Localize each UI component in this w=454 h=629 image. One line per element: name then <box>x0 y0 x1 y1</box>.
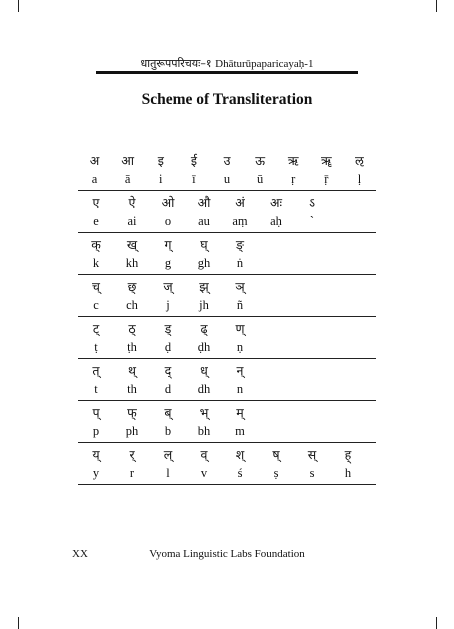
letter-group <box>78 149 376 191</box>
devanagari-letter: ब् <box>164 405 172 420</box>
roman-letter: ḍ <box>164 340 172 354</box>
devanagari-letter: औ <box>197 195 211 210</box>
roman-letter: au <box>198 214 210 228</box>
devanagari-letter: अं <box>235 195 245 210</box>
devanagari-letter: थ् <box>128 363 136 378</box>
roman-row <box>78 254 376 272</box>
roman-letter: gh <box>197 256 211 270</box>
roman-letter: ṭh <box>127 340 137 354</box>
devanagari-letter: ण् <box>235 321 245 336</box>
roman-row <box>78 422 376 440</box>
devanagari-letter: र् <box>129 447 135 462</box>
roman-letter: i <box>159 172 163 186</box>
crop-mark <box>18 0 19 12</box>
roman-row <box>78 170 376 188</box>
roman-letter: ī <box>192 172 196 186</box>
roman-letter: kh <box>125 256 139 270</box>
roman-letter: ḍh <box>197 340 211 354</box>
devanagari-letter: न् <box>236 363 244 378</box>
roman-letter: a <box>91 172 98 186</box>
roman-letter: b <box>164 424 172 438</box>
devanagari-letter: ऌ <box>355 153 364 168</box>
letter-group <box>78 233 376 275</box>
letter-group <box>78 275 376 317</box>
roman-row <box>78 464 376 482</box>
roman-row <box>78 380 376 398</box>
devanagari-letter: आ <box>121 153 135 168</box>
roman-row <box>78 338 376 356</box>
roman-row <box>78 212 376 230</box>
roman-letter: ` <box>309 214 315 228</box>
devanagari-letter: ड् <box>164 321 172 336</box>
devanagari-letter: श् <box>235 447 245 462</box>
devanagari-letter: भ् <box>199 405 209 420</box>
devanagari-letter: द् <box>164 363 172 378</box>
roman-letter: g <box>164 256 172 270</box>
roman-letter: jh <box>199 298 209 312</box>
letter-group <box>78 401 376 443</box>
devanagari-letter: स् <box>307 447 317 462</box>
devanagari-letter: उ <box>223 153 231 168</box>
devanagari-row <box>78 320 376 338</box>
page-title: Scheme of Transliteration <box>141 91 313 108</box>
roman-letter: ñ <box>236 298 244 312</box>
roman-letter: l <box>166 466 170 480</box>
crop-mark <box>436 617 437 629</box>
letter-group <box>78 191 376 233</box>
roman-letter: th <box>127 382 137 396</box>
header-rule <box>96 71 358 74</box>
roman-letter: m <box>235 424 245 438</box>
roman-letter: s <box>309 466 315 480</box>
roman-letter: v <box>200 466 208 480</box>
crop-mark <box>436 0 437 12</box>
roman-letter: ṭ <box>94 340 98 354</box>
devanagari-letter: च् <box>92 279 100 294</box>
devanagari-letter: ह् <box>344 447 352 462</box>
devanagari-letter: फ् <box>127 405 137 420</box>
roman-letter: ṣ <box>273 466 279 480</box>
roman-letter: ṅ <box>236 256 244 270</box>
transliteration-table <box>78 149 376 485</box>
devanagari-letter: ञ् <box>235 279 245 294</box>
devanagari-letter: ॠ <box>320 153 332 168</box>
roman-letter: ch <box>126 298 138 312</box>
devanagari-letter: इ <box>157 153 164 168</box>
devanagari-letter: अः <box>269 195 283 210</box>
roman-letter: ā <box>124 172 131 186</box>
devanagari-letter: ओ <box>161 195 175 210</box>
devanagari-row <box>78 152 376 170</box>
devanagari-letter: छ् <box>127 279 137 294</box>
page-number: XX <box>72 548 88 560</box>
roman-letter: u <box>223 172 231 186</box>
publisher-name: Vyoma Linguistic Labs Foundation <box>149 548 305 560</box>
roman-letter: h <box>344 466 352 480</box>
devanagari-letter: ऊ <box>255 153 266 168</box>
roman-row <box>78 296 376 314</box>
roman-letter: o <box>164 214 172 228</box>
roman-letter: ḷ <box>357 172 362 186</box>
devanagari-row <box>78 446 376 464</box>
devanagari-letter: ऐ <box>128 195 136 210</box>
roman-letter: j <box>166 298 170 312</box>
devanagari-letter: ढ् <box>200 321 208 336</box>
roman-letter: ṇ <box>236 340 244 354</box>
devanagari-letter: ट् <box>92 321 100 336</box>
roman-letter: c <box>93 298 99 312</box>
roman-letter: p <box>92 424 100 438</box>
devanagari-letter: प् <box>92 405 100 420</box>
devanagari-row <box>78 194 376 212</box>
devanagari-letter: अ <box>89 153 100 168</box>
devanagari-letter: क् <box>91 237 101 252</box>
devanagari-letter: ल् <box>163 447 173 462</box>
roman-letter: t <box>94 382 98 396</box>
devanagari-letter: म् <box>236 405 244 420</box>
crop-mark <box>18 617 19 629</box>
roman-letter: ṛ <box>291 172 296 186</box>
devanagari-letter: व् <box>200 447 208 462</box>
running-head-latin: Dhāturūpaparicayaḥ-1 <box>215 58 314 70</box>
devanagari-letter: ख् <box>126 237 138 252</box>
roman-letter: bh <box>197 424 211 438</box>
devanagari-row <box>78 404 376 422</box>
running-head-devanagari: धातुरूपपरिचयः–१ <box>140 57 212 70</box>
roman-letter: y <box>92 466 100 480</box>
devanagari-letter: ध् <box>200 363 208 378</box>
roman-letter: ū <box>256 172 264 186</box>
devanagari-row <box>78 362 376 380</box>
letter-group <box>78 443 376 485</box>
devanagari-letter: ठ् <box>128 321 136 336</box>
devanagari-letter: घ् <box>200 237 208 252</box>
roman-letter: r <box>129 466 135 480</box>
letter-group <box>78 317 376 359</box>
devanagari-letter: झ् <box>199 279 209 294</box>
devanagari-letter: य् <box>92 447 100 462</box>
devanagari-letter: ङ् <box>236 237 244 252</box>
roman-letter: ś <box>237 466 243 480</box>
roman-letter: ṝ <box>324 172 329 186</box>
roman-letter: e <box>93 214 99 228</box>
roman-letter: aḥ <box>270 214 282 228</box>
roman-letter: aṃ <box>232 214 248 228</box>
roman-letter: k <box>92 256 100 270</box>
roman-letter: dh <box>197 382 211 396</box>
devanagari-letter: ए <box>92 195 100 210</box>
devanagari-row <box>78 236 376 254</box>
roman-letter: n <box>236 382 244 396</box>
devanagari-letter: ई <box>190 153 197 168</box>
devanagari-letter: ग् <box>164 237 172 252</box>
devanagari-letter: ज् <box>163 279 173 294</box>
devanagari-letter: ऽ <box>309 195 315 210</box>
roman-letter: ai <box>127 214 137 228</box>
devanagari-letter: त् <box>92 363 100 378</box>
devanagari-letter: ऋ <box>287 153 299 168</box>
roman-letter: d <box>164 382 172 396</box>
devanagari-letter: ष् <box>272 447 280 462</box>
letter-group <box>78 359 376 401</box>
roman-letter: ph <box>125 424 139 438</box>
devanagari-row <box>78 278 376 296</box>
running-head <box>96 56 358 71</box>
